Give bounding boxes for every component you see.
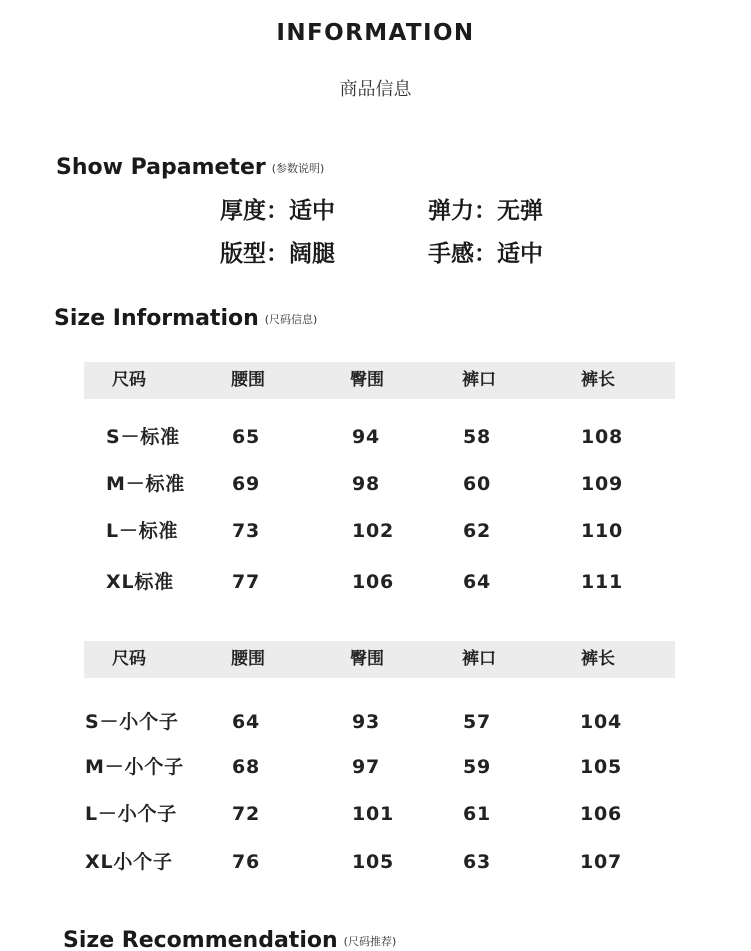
column-header-waist: 腰围 [231,649,265,669]
standard-size-table [84,362,675,602]
length-value: 106 [580,803,623,825]
show-parameter-heading [56,155,324,180]
hip-value: 106 [352,571,395,593]
hip-value: 98 [352,473,381,495]
waist-value: 76 [232,851,261,873]
size-label: L－标准 [106,520,179,542]
size-recommendation-subtitle: (尺码推荐) [343,935,397,948]
column-header-leg-opening: 裤口 [462,370,496,390]
size-label: XL标准 [106,571,174,593]
length-value: 109 [581,473,624,495]
size-label: S－小个子 [85,711,179,733]
hip-value: 94 [352,426,381,448]
waist-value: 73 [232,520,261,542]
column-header-size: 尺码 [112,649,146,669]
parameter-thickness: 厚度：适中 [220,198,335,224]
length-value: 107 [580,851,623,873]
size-recommendation-heading [63,928,396,951]
hip-value: 93 [352,711,381,733]
leg-opening-value: 59 [463,756,492,778]
leg-opening-value: 57 [463,711,492,733]
parameter-fit: 版型：阔腿 [220,241,335,267]
page-title: INFORMATION [276,20,475,46]
length-value: 105 [580,756,623,778]
table-row [84,468,675,500]
waist-value: 68 [232,756,261,778]
parameter-elasticity: 弹力：无弹 [428,198,543,224]
waist-value: 69 [232,473,261,495]
parameter-hand-feel: 手感：适中 [428,241,543,267]
table-row [84,566,675,598]
table-row [84,751,675,783]
column-header-length: 裤长 [581,649,615,669]
leg-opening-value: 64 [463,571,492,593]
show-parameter-subtitle: (参数说明) [271,162,325,175]
column-header-waist: 腰围 [231,370,265,390]
length-value: 111 [581,571,624,593]
column-header-leg-opening: 裤口 [462,649,496,669]
size-label: XL小个子 [85,851,173,873]
size-label: M－小个子 [85,756,184,778]
leg-opening-value: 60 [463,473,492,495]
hip-value: 97 [352,756,381,778]
waist-value: 65 [232,426,261,448]
table-row [84,515,675,547]
waist-value: 77 [232,571,261,593]
length-value: 108 [581,426,624,448]
length-value: 110 [581,520,624,542]
petite-size-table [84,641,675,881]
waist-value: 64 [232,711,261,733]
size-label: L－小个子 [85,803,178,825]
waist-value: 72 [232,803,261,825]
leg-opening-value: 61 [463,803,492,825]
hip-value: 105 [352,851,395,873]
length-value: 104 [580,711,623,733]
show-parameter-title: Show Papameter [56,155,266,180]
size-information-title: Size Information [54,306,259,331]
hip-value: 101 [352,803,395,825]
hip-value: 102 [352,520,395,542]
standard-table-header [84,362,675,399]
column-header-hip: 臀围 [350,649,384,669]
size-information-heading [54,306,317,331]
page-subtitle: 商品信息 [339,79,412,100]
size-label: M－标准 [106,473,186,495]
table-row [84,706,675,738]
leg-opening-value: 63 [463,851,492,873]
leg-opening-value: 62 [463,520,492,542]
column-header-length: 裤长 [581,370,615,390]
petite-table-header [84,641,675,678]
size-label: S－标准 [106,426,180,448]
leg-opening-value: 58 [463,426,492,448]
table-row [84,846,675,878]
column-header-size: 尺码 [112,370,146,390]
column-header-hip: 臀围 [350,370,384,390]
table-row [84,421,675,453]
table-row [84,798,675,830]
size-information-subtitle: (尺码信息) [264,313,318,326]
size-recommendation-title: Size Recommendation [63,928,338,951]
